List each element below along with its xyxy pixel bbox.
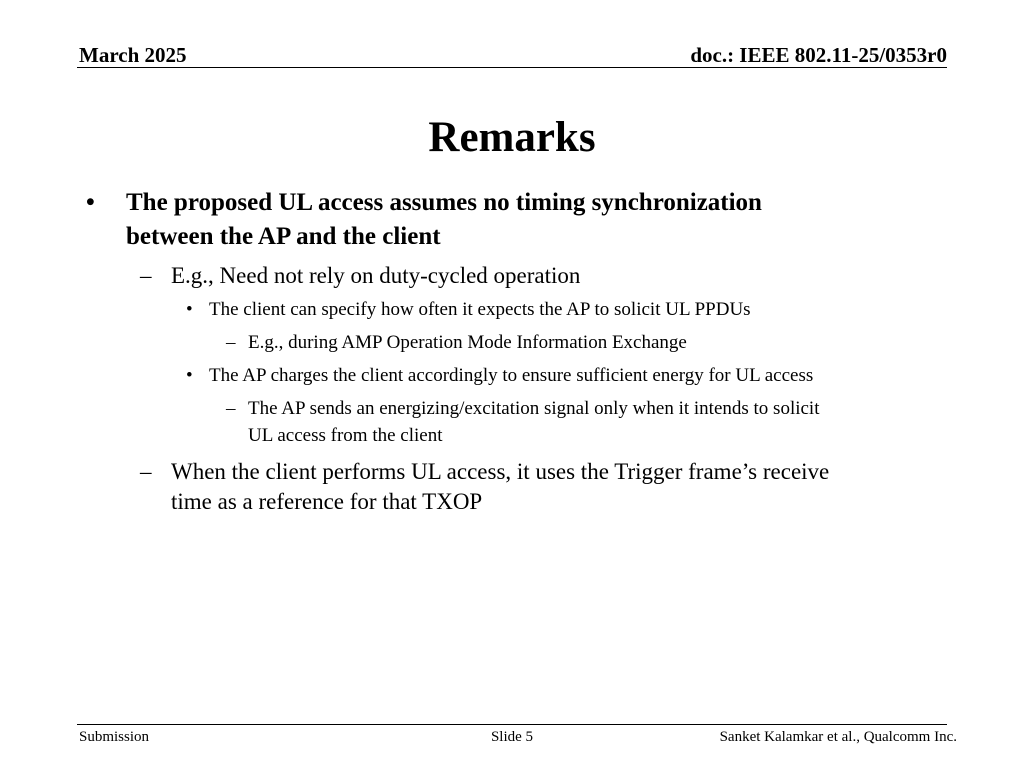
sub-bullet-text-line-1: When the client performs UL access, it uses the Trigger frame’s receive [171,459,830,484]
slide-title: Remarks [428,114,596,161]
bullet-marker: • [186,299,193,320]
sub-bullet-text-line-2: time as a reference for that TXOP [171,489,483,514]
bullet-marker: • [86,189,95,216]
dash-marker: – [140,263,152,288]
header-doc-id: doc.: IEEE 802.11-25/0353r0 [690,43,947,67]
level-4-bullet-text-line-2: UL access from the client [248,425,443,446]
footer-authors: Sanket Kalamkar et al., Qualcomm Inc. [719,729,957,745]
sub-bullet-text: E.g., Need not rely on duty-cycled operation [171,263,581,288]
footer-divider [77,724,947,725]
dash-marker: – [140,459,152,484]
footer-slide-number: Slide 5 [490,729,534,745]
dash-marker: – [226,332,236,353]
sub-sub-bullet-text: The client can specify how often it expects the AP to solicit UL PPDUs [209,299,751,320]
bullet-text-line-2: between the AP and the client [126,223,441,250]
header-date: March 2025 [79,43,187,67]
bullet-marker: • [186,365,193,386]
level-4-bullet-text-line-1: The AP sends an energizing/excitation signal only when it intends to solicit [248,398,820,419]
bullet-text-line-1: The proposed UL access assumes no timing synchronization [126,189,762,216]
level-4-bullet-text: E.g., during AMP Operation Mode Information Exchange [248,332,687,353]
dash-marker: – [226,398,236,419]
sub-sub-bullet-text: The AP charges the client accordingly to ensure sufficient energy for UL access [209,365,814,386]
footer-submission: Submission [79,729,150,745]
